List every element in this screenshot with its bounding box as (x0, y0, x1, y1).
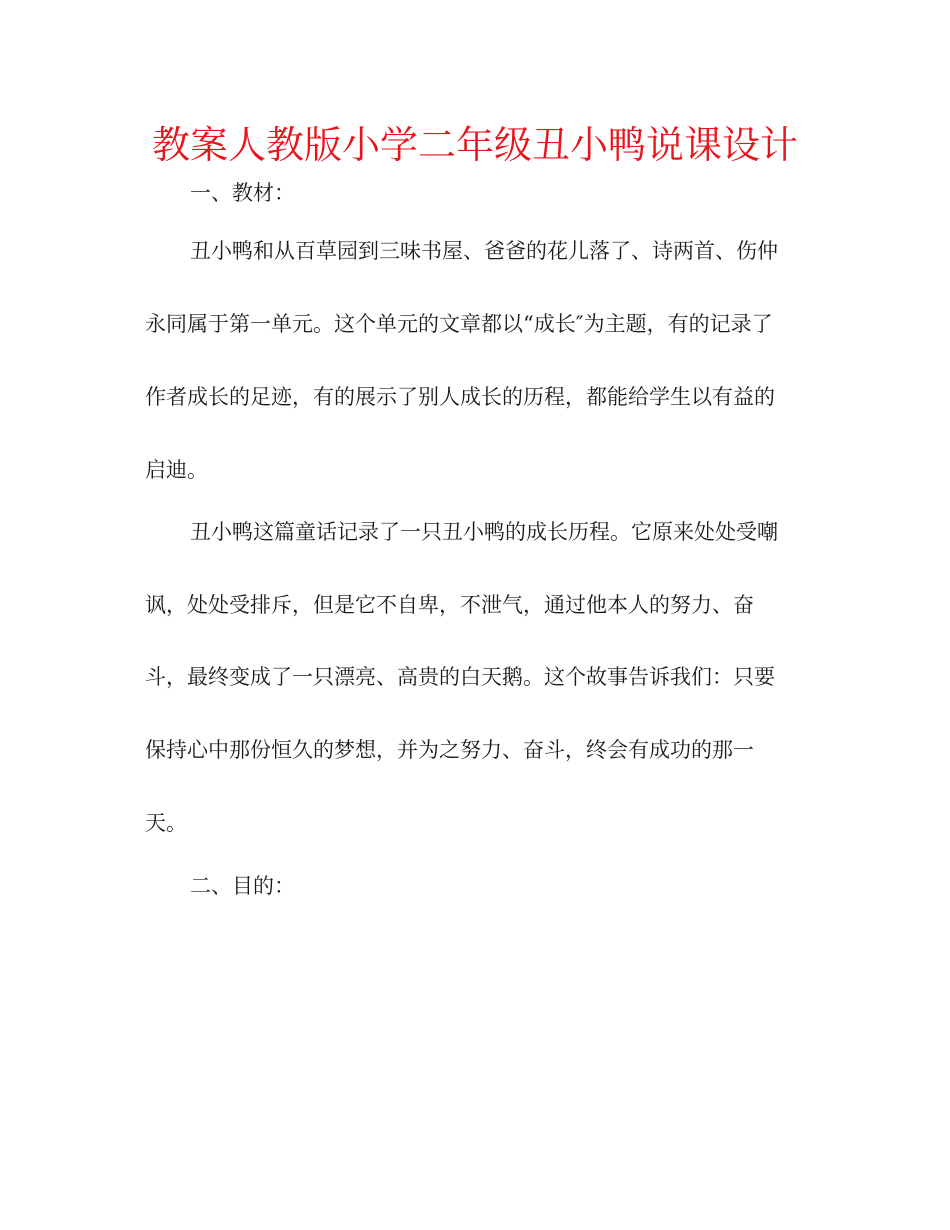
document-title: 教案人教版小学二年级丑小鸭说课设计 (151, 123, 798, 167)
paragraph-line: 丑小鸭和从百草园到三味书屋、爸爸的花儿落了、诗两首、伤仲 (190, 239, 778, 263)
paragraph-line: 斗，最终变成了一只漂亮、高贵的白天鹅。这个故事告诉我们：只要 (145, 665, 775, 689)
paragraph-line: 保持心中那份恒久的梦想，并为之努力、奋斗，终会有成功的那一 (145, 738, 754, 762)
paragraph-line: 永同属于第一单元。这个单元的文章都以“成长″为主题，有的记录了 (145, 312, 773, 336)
paragraph-line: 丑小鸭这篇童话记录了一只丑小鸭的成长历程。它原来处处受嘲 (190, 520, 778, 544)
paragraph-line: 天。 (145, 811, 187, 835)
paragraph-line: 讽，处处受排斥，但是它不自卑，不泄气，通过他本人的努力、奋 (145, 593, 754, 617)
section-heading-objectives: 二、目的： (190, 874, 295, 898)
paragraph-line: 启迪。 (145, 458, 208, 482)
section-heading-materials: 一、教材： (190, 181, 295, 205)
paragraph-line: 作者成长的足迹，有的展示了别人成长的历程，都能给学生以有益的 (145, 385, 775, 409)
